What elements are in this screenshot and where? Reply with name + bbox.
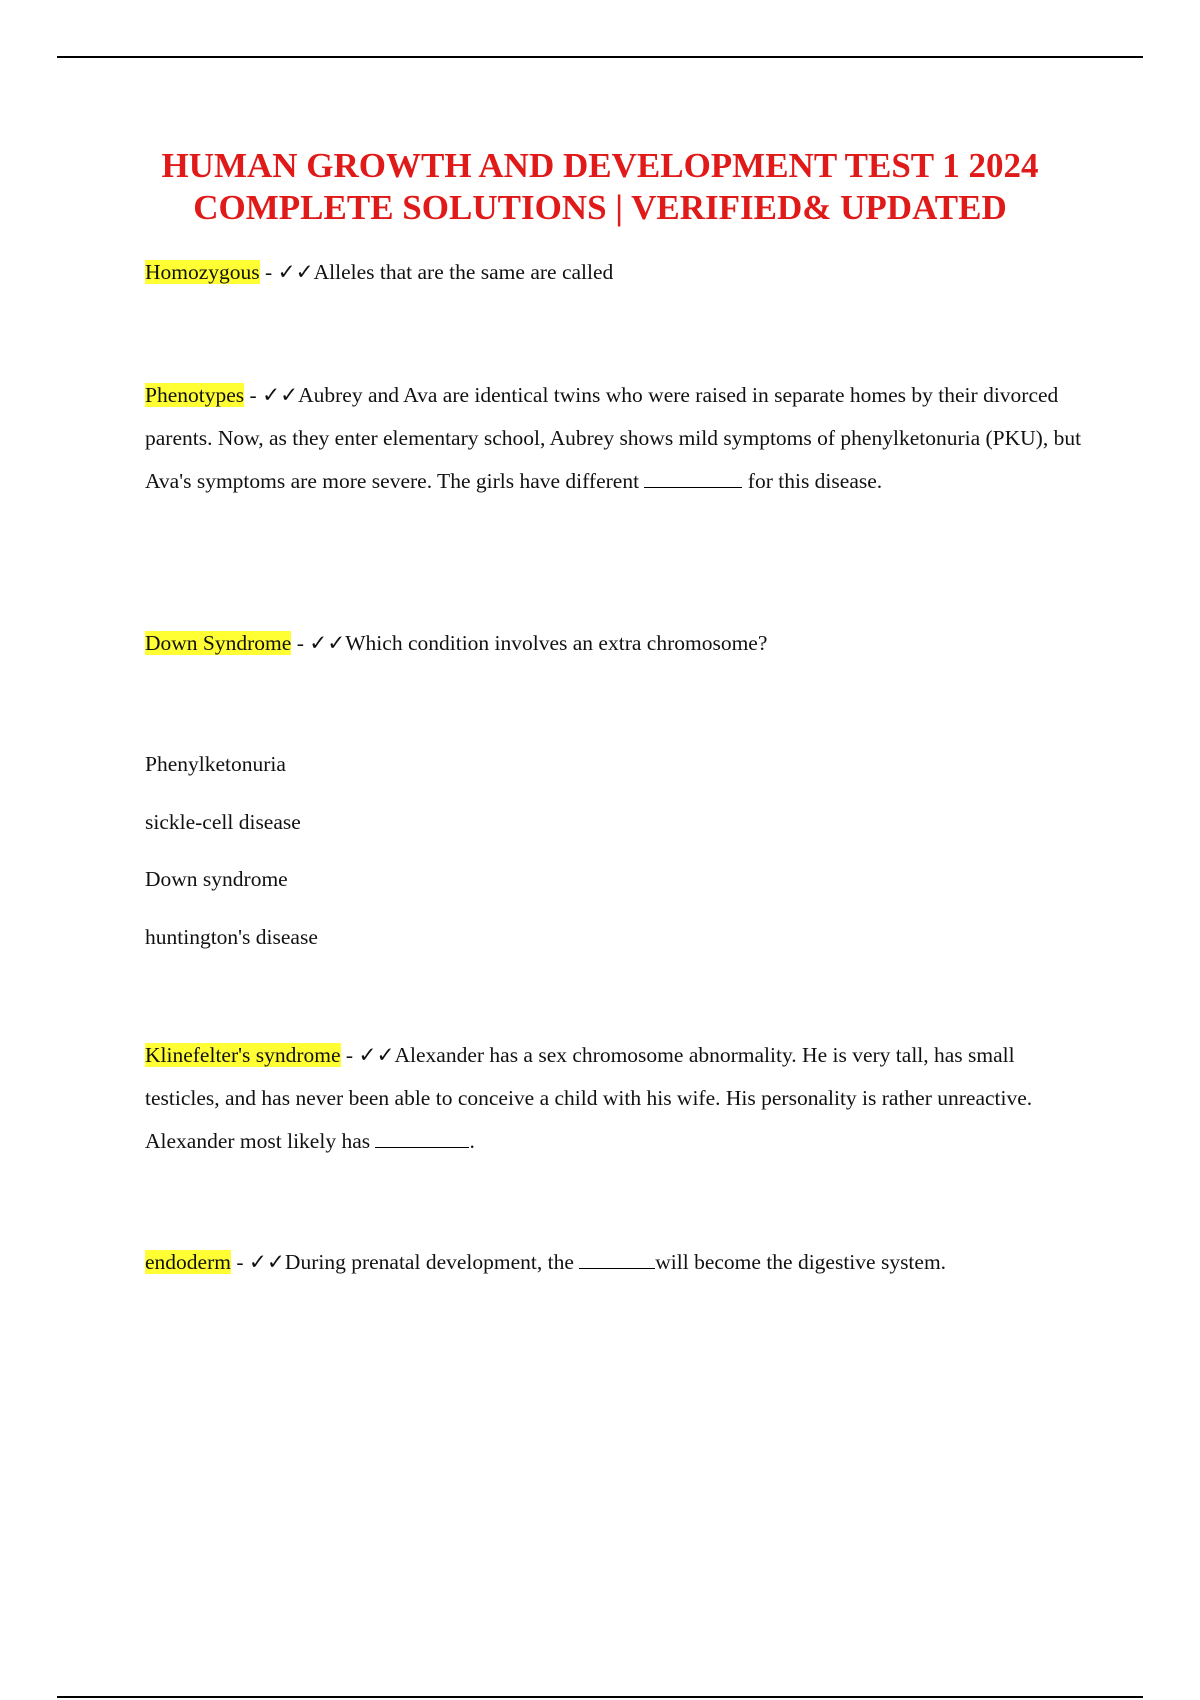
option-item: huntington's disease (145, 925, 318, 949)
separator: - (291, 631, 310, 655)
answer-term: Klinefelter's syndrome (145, 1043, 341, 1067)
separator: - (259, 260, 278, 284)
question-text-after: for this disease. (747, 469, 883, 493)
qa-item-homozygous (145, 251, 1095, 294)
separator: - (230, 1250, 249, 1274)
question-text: During prenatal development, the (284, 1250, 574, 1274)
answer-term: Phenotypes (145, 383, 245, 407)
qa-item-endoderm (145, 1241, 1095, 1284)
question-text-after: will become the digestive system. (655, 1250, 947, 1274)
check-icon: ✓✓ (262, 383, 299, 407)
document-title (100, 145, 1100, 229)
question-text: Alexander has a sex chromosome abnormality. He is very tall, has small testicles, and has never been able to conceive a child with his wife. His personality is rather unreactive. Alexander most likely has (145, 1043, 1033, 1153)
answer-blank (375, 1127, 469, 1148)
top-rule (57, 56, 1143, 58)
qa-item-klinefelters (145, 1034, 1070, 1163)
title-line-2: COMPLETE SOLUTIONS | VERIFIED& UPDATED (193, 188, 1007, 227)
answer-term: Down Syndrome (145, 631, 292, 655)
check-icon: ✓✓ (358, 1043, 395, 1067)
answer-term: endoderm (145, 1250, 231, 1274)
question-text: Aubrey and Ava are identical twins who were raised in separate homes by their divorced parents. Now, as they enter elementary school, Aubrey shows mild symptoms of phenylketonuria (PKU), but Ava's symptoms are more severe. The girls have different (145, 383, 1082, 493)
qa-item-down-syndrome (145, 622, 1095, 665)
answer-blank (579, 1248, 655, 1269)
question-text: Alleles that are the same are called (313, 260, 614, 284)
answer-term: Homozygous (145, 260, 260, 284)
title-line-1: HUMAN GROWTH AND DEVELOPMENT TEST 1 2024 (161, 146, 1039, 185)
check-icon: ✓✓ (248, 1250, 285, 1274)
question-text: Which condition involves an extra chromosome? (345, 631, 768, 655)
qa-item-phenotypes (145, 374, 1095, 503)
option-item: Down syndrome (145, 867, 288, 891)
bottom-rule (57, 1696, 1143, 1698)
option-item: Phenylketonuria (145, 752, 286, 776)
check-icon: ✓✓ (277, 260, 314, 284)
question-text-after: . (469, 1129, 475, 1153)
option-item: sickle-cell disease (145, 810, 301, 834)
check-icon: ✓✓ (309, 631, 346, 655)
separator: - (244, 383, 263, 407)
separator: - (340, 1043, 359, 1067)
answer-blank (644, 467, 742, 488)
